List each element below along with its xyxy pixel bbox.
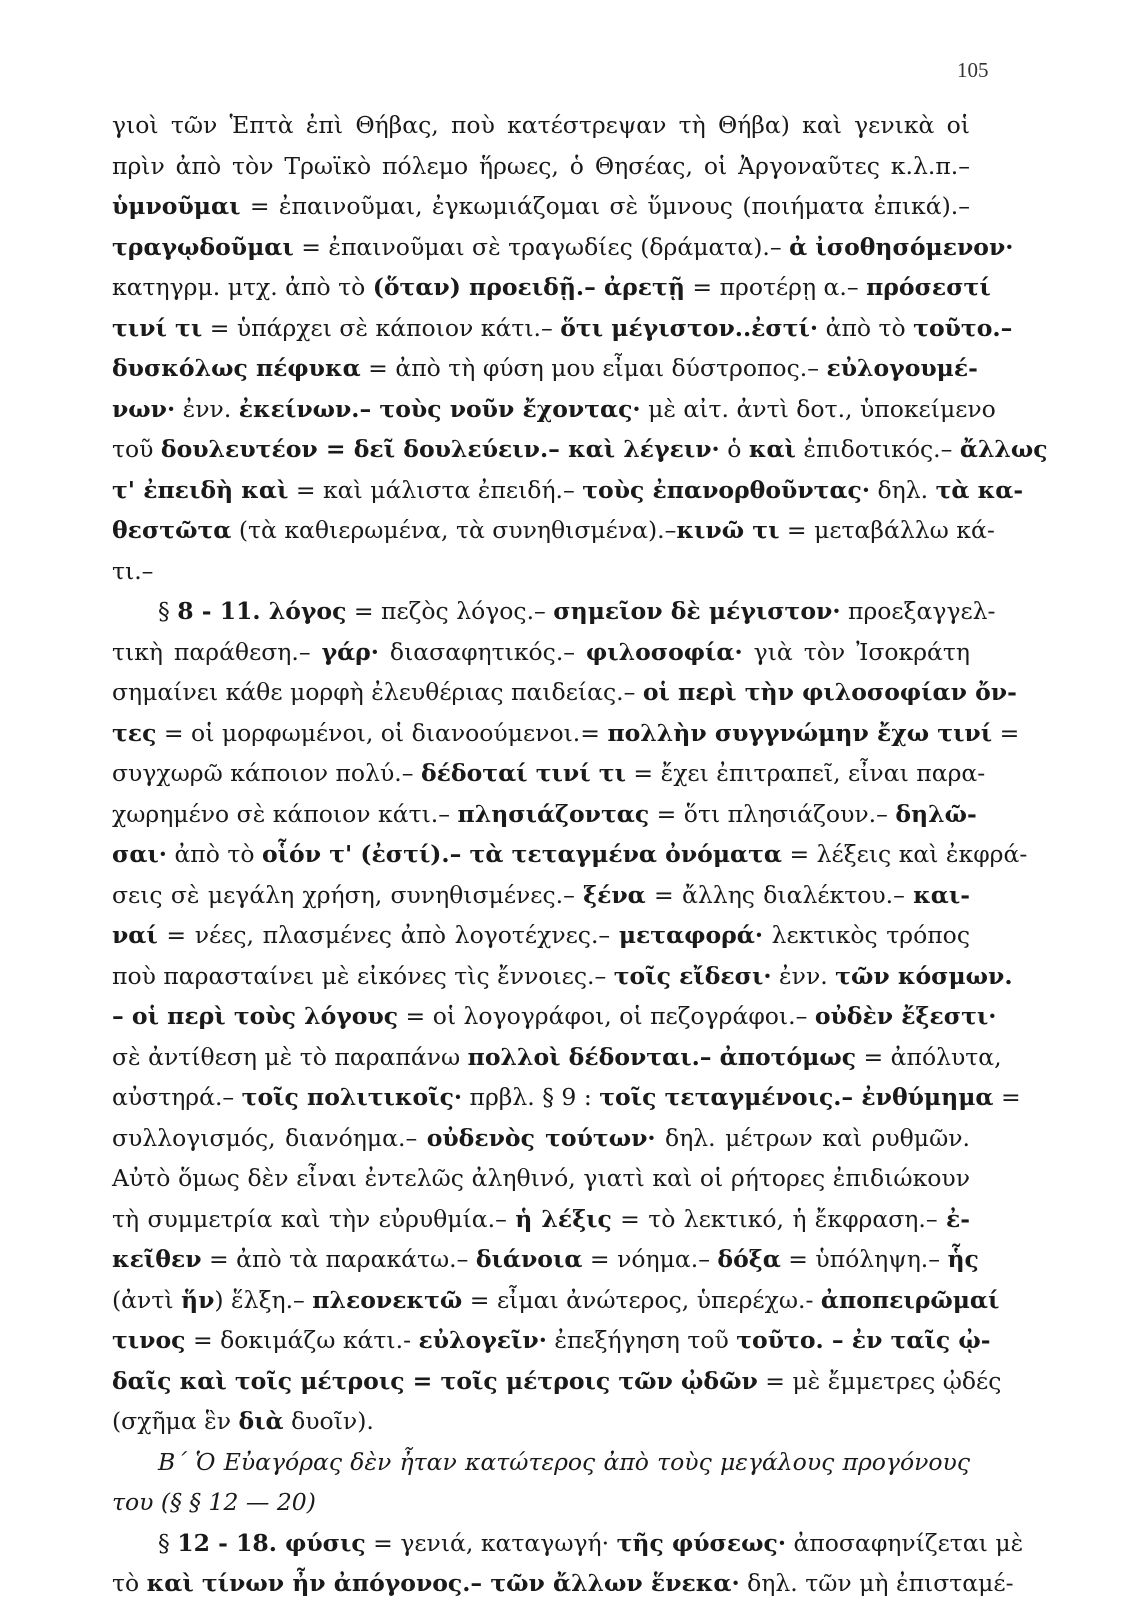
bold-term: 8 - 11. λόγος [177, 597, 347, 625]
text-line: τινί τι = ὑπάρχει σὲ κάποιον κάτι.– ὅτι μέγιστον..ἐστί· ἀπὸ τὸ τοῦτο.– [112, 313, 1013, 342]
bold-term: θεστῶτα [112, 516, 232, 544]
bold-term: πλεονεκτῶ [312, 1285, 463, 1314]
text-line: – οἱ περὶ τοὺς λόγους = οἱ λογογράφοι, οἱ πεζογράφοι.– οὐδὲν ἔξεστι· [112, 1002, 997, 1030]
bold-term: δηλῶ- [895, 799, 977, 828]
text-line: (σχῆμα ἓν διὰ δυοῖν). [112, 1407, 374, 1435]
bold-term: ἧς [947, 1245, 979, 1273]
bold-term: πολλοὶ δέδονται.– ἀποτόμως [467, 1042, 857, 1071]
bold-term: τοῖς εἴδεσι· [613, 961, 772, 990]
bold-term: οὐδενὸς τούτων· [426, 1123, 656, 1152]
text-line: Β΄ Ὁ Εὐαγόρας δὲν ἦταν κατώτερος ἀπὸ τοὺς μεγάλους προγόνους [158, 1447, 970, 1476]
text-line: δυσκόλως πέφυκα = ἀπὸ τὴ φύση μου εἶμαι δύστροπος.– εὐλογουμέ- [112, 354, 978, 382]
text-line: (ἀντὶ ἥν) ἕλξη.– πλεονεκτῶ = εἶμαι ἀνώτερος, ὑπερέχω.- ἀποπειρῶμαί [112, 1285, 1000, 1314]
text-line: πρὶν ἀπὸ τὸν Τρωϊκὸ πόλεμο ἥρωες, ὁ Θησέας, οἱ Ἀργοναῦτες κ.λ.π.– [112, 151, 970, 180]
bold-term: διὰ [238, 1407, 284, 1435]
bold-term: δαῖς καὶ τοῖς μέτροις = τοῖς μέτροις τῶν ᾠδῶν [112, 1366, 758, 1395]
bold-term: ξένα [583, 880, 646, 909]
bold-term: τινί τι [112, 313, 203, 342]
commentary-text [112, 105, 1048, 1604]
bold-term: πλησιάζοντας [457, 799, 650, 828]
bold-term: οὐδὲν ἔξεστι· [814, 1002, 997, 1030]
bold-term: (ὅταν) προειδῇ.– ἀρετῇ [372, 273, 685, 301]
text-line: θεστῶτα (τὰ καθιερωμένα, τὰ συνηθισμένα).–κινῶ τι = μεταβάλλω κά- [112, 516, 995, 544]
bold-term: τοῖς τεταγμένοις.– ἐνθύμημα [599, 1083, 994, 1111]
text-line: τινος = δοκιμάζω κάτι.- εὐλογεῖν· ἐπεξήγηση τοῦ τοῦτο. – ἐν ταῖς ᾠ- [112, 1326, 991, 1354]
text-line: ναί = νέες, πλασμένες ἀπὸ λογοτέχνες.– μεταφορά· λεκτικὸς τρόπος [112, 921, 970, 949]
bold-term: και- [913, 880, 970, 909]
text-line: § 12 - 18. φύσις = γενιά, καταγωγή· τῆς φύσεως· ἀποσαφηνίζεται μὲ [158, 1528, 1024, 1557]
bold-term: τοὺς ἐπανορθοῦντας· [582, 475, 871, 504]
text-line: δαῖς καὶ τοῖς μέτροις = τοῖς μέτροις τῶν ᾠδῶν = μὲ ἔμμετρες ᾠδές [112, 1366, 1002, 1395]
bold-term: μεταφορά· [618, 921, 764, 949]
bold-term: τοῖς πολιτικοῖς· [241, 1083, 463, 1111]
bold-term: σαι· [112, 840, 167, 868]
bold-term: ἐ- [945, 1204, 970, 1233]
text-line: ὑμνοῦμαι = ἐπαινοῦμαι, ἐγκωμιάζομαι σὲ ὕμνους (ποιήματα ἐπικά).– [112, 192, 970, 220]
bold-term: κινῶ τι [676, 516, 780, 544]
bold-term: εὐλογουμέ- [826, 354, 978, 382]
bold-term: 12 - 18. φύσις [177, 1528, 366, 1557]
text-line: γιοὶ τῶν Ἑπτὰ ἐπὶ Θήβας, ποὺ κατέστρεψαν τὴ Θήβα) καὶ γενικὰ οἱ [112, 111, 970, 139]
text-line: τι.– [112, 556, 154, 585]
text-line: κεῖθεν = ἀπὸ τὰ παρακάτω.– διάνοια = νόημα.– δόξα = ὑπόληψη.– ἧς [112, 1245, 979, 1273]
text-line: κατηγρμ. μτχ. ἀπὸ τὸ (ὅταν) προειδῇ.– ἀρετῇ = προτέρῃ α.– πρόσεστί [112, 273, 991, 301]
text-line: σημαίνει κάθε μορφὴ ἐλευθέριας παιδείας.– οἱ περὶ τὴν φιλοσοφίαν ὄν- [112, 678, 1017, 706]
text-line: αὐστηρά.– τοῖς πολιτικοῖς· πρβλ. § 9 : τοῖς τεταγμένοις.– ἐνθύμημα = [112, 1083, 1021, 1111]
text-line: τραγῳδοῦμαι = ἐπαινοῦμαι σὲ τραγωδίες (δράματα).– ἀ ἰσοθησόμενον· [112, 232, 1014, 261]
text-line: τ' ἐπειδὴ καὶ = καὶ μάλιστα ἐπειδή.– τοὺς ἐπανορθοῦντας· δηλ. τὰ κα- [112, 475, 1024, 504]
bold-term: τῆς φύσεως· [616, 1528, 786, 1557]
bold-term: τ' ἐπειδὴ καὶ [112, 475, 289, 504]
bold-term: καὶ τίνων ἦν ἀπόγονος.– τῶν ἄλλων ἕνεκα· [146, 1569, 740, 1597]
text-line: ποὺ παρασταίνει μὲ εἰκόνες τὶς ἔννοιες.– τοῖς εἴδεσι· ἐνν. τῶν κόσμων. [112, 961, 1013, 990]
text-line: τὸ καὶ τίνων ἦν ἀπόγονος.– τῶν ἄλλων ἕνεκα· δηλ. τῶν μὴ ἐπισταμέ- [112, 1569, 1014, 1597]
text-line: συγχωρῶ κάποιον πολύ.– δέδοταί τινί τι = ἔχει ἐπιτραπεῖ, εἶναι παρα- [112, 759, 986, 787]
bold-term: τραγῳδοῦμαι [112, 232, 294, 261]
bold-term: καὶ [748, 435, 796, 463]
bold-term: νων· [112, 394, 176, 423]
bold-term: δουλευτέον = δεῖ δουλεύειν.– καὶ λέγειν· [160, 435, 720, 463]
bold-term: δόξα [717, 1245, 781, 1273]
bold-term: ὅτι μέγιστον..ἐστί· [560, 313, 819, 342]
bold-term: εὐλογεῖν· [418, 1326, 547, 1354]
text-line: σεις σὲ μεγάλη χρήση, συνηθισμένες.– ξένα = ἄλλης διαλέκτου.– και- [112, 880, 970, 909]
bold-term: οἱ περὶ τὴν φιλοσοφίαν ὄν- [642, 678, 1017, 706]
text-line: σαι· ἀπὸ τὸ οἷόν τ' (ἐστί).– τὰ τεταγμένα ὀνόματα = λέξεις καὶ ἐκφρά- [112, 840, 1028, 868]
text-line: του (§ § 12 — 20) [112, 1488, 316, 1516]
text-line: § 8 - 11. λόγος = πεζὸς λόγος.– σημεῖον δὲ μέγιστον· προεξαγγελ- [158, 597, 996, 625]
bold-term: ἀ ἰσοθησόμενον· [789, 232, 1014, 261]
bold-term: τοῦτο.– [913, 313, 1013, 342]
text-line: σὲ ἀντίθεση μὲ τὸ παραπάνω πολλοὶ δέδονται.– ἀποτόμως = ἀπόλυτα, [112, 1042, 1002, 1071]
page-number: 105 [957, 58, 989, 82]
bold-term: διάνοια [475, 1245, 583, 1273]
text-line: συλλογισμός, διανόημα.– οὐδενὸς τούτων· δηλ. μέτρων καὶ ρυθμῶν. [112, 1123, 970, 1152]
text-line: χωρημένο σὲ κάποιον κάτι.– πλησιάζοντας = ὅτι πλησιάζουν.– δηλῶ- [112, 799, 977, 828]
bold-term: φιλοσοφία· [586, 637, 743, 666]
bold-term: πολλὴν συγγνώμην ἔχω τινί [607, 718, 993, 747]
bold-term: ἐκείνων.– τοὺς νοῦν ἔχοντας· [238, 394, 641, 423]
bold-term: τῶν κόσμων. [835, 961, 1013, 990]
text-line: Αὐτὸ ὅμως δὲν εἶναι ἐντελῶς ἀληθινό, γιατὶ καὶ οἱ ρήτορες ἐπιδιώκουν [112, 1164, 970, 1192]
text-line: τικὴ παράθεση.– γάρ· διασαφητικός.– φιλοσοφία· γιὰ τὸν Ἰσοκράτη [112, 637, 970, 666]
bold-term: γάρ· [321, 637, 379, 666]
bold-term: ἄλλως [959, 435, 1048, 463]
bold-term: ὑμνοῦμαι [112, 192, 241, 220]
bold-term: ἥν [181, 1285, 215, 1314]
bold-term: ναί [112, 921, 158, 949]
bold-term: οἷόν τ' (ἐστί).– τὰ τεταγμένα ὀνόματα [262, 840, 783, 868]
bold-term: τοῦτο. – ἐν ταῖς ᾠ- [736, 1326, 991, 1354]
text-line: τὴ συμμετρία καὶ τὴν εὐρυθμία.– ἡ λέξις = τὸ λεκτικό, ἡ ἔκφραση.– ἐ- [112, 1204, 970, 1233]
text-line: νων· ἐνν. ἐκείνων.– τοὺς νοῦν ἔχοντας· μὲ αἰτ. ἀντὶ δοτ., ὑποκείμενο [112, 394, 996, 423]
bold-term: σημεῖον δὲ μέγιστον· [553, 597, 841, 625]
bold-term: τὰ κα- [935, 475, 1024, 504]
bold-term: κεῖθεν [112, 1245, 202, 1273]
text-line: τες = οἱ μορφωμένοι, οἱ διανοούμενοι.= πολλὴν συγγνώμην ἔχω τινί = [112, 718, 1020, 747]
bold-term: δυσκόλως πέφυκα [112, 354, 361, 382]
bold-term: δέδοταί τινί τι [420, 759, 626, 787]
bold-term: τες [112, 718, 157, 747]
bold-term: ἡ λέξις [515, 1204, 612, 1233]
bold-term: – οἱ περὶ τοὺς λόγους [112, 1002, 399, 1030]
bold-term: ἀποπειρῶμαί [820, 1285, 1000, 1314]
bold-term: τινος [112, 1326, 186, 1354]
bold-term: πρόσεστί [866, 273, 991, 301]
text-line: τοῦ δουλευτέον = δεῖ δουλεύειν.– καὶ λέγειν· ὁ καὶ ἐπιδοτικός.– ἄλλως [112, 435, 1048, 463]
